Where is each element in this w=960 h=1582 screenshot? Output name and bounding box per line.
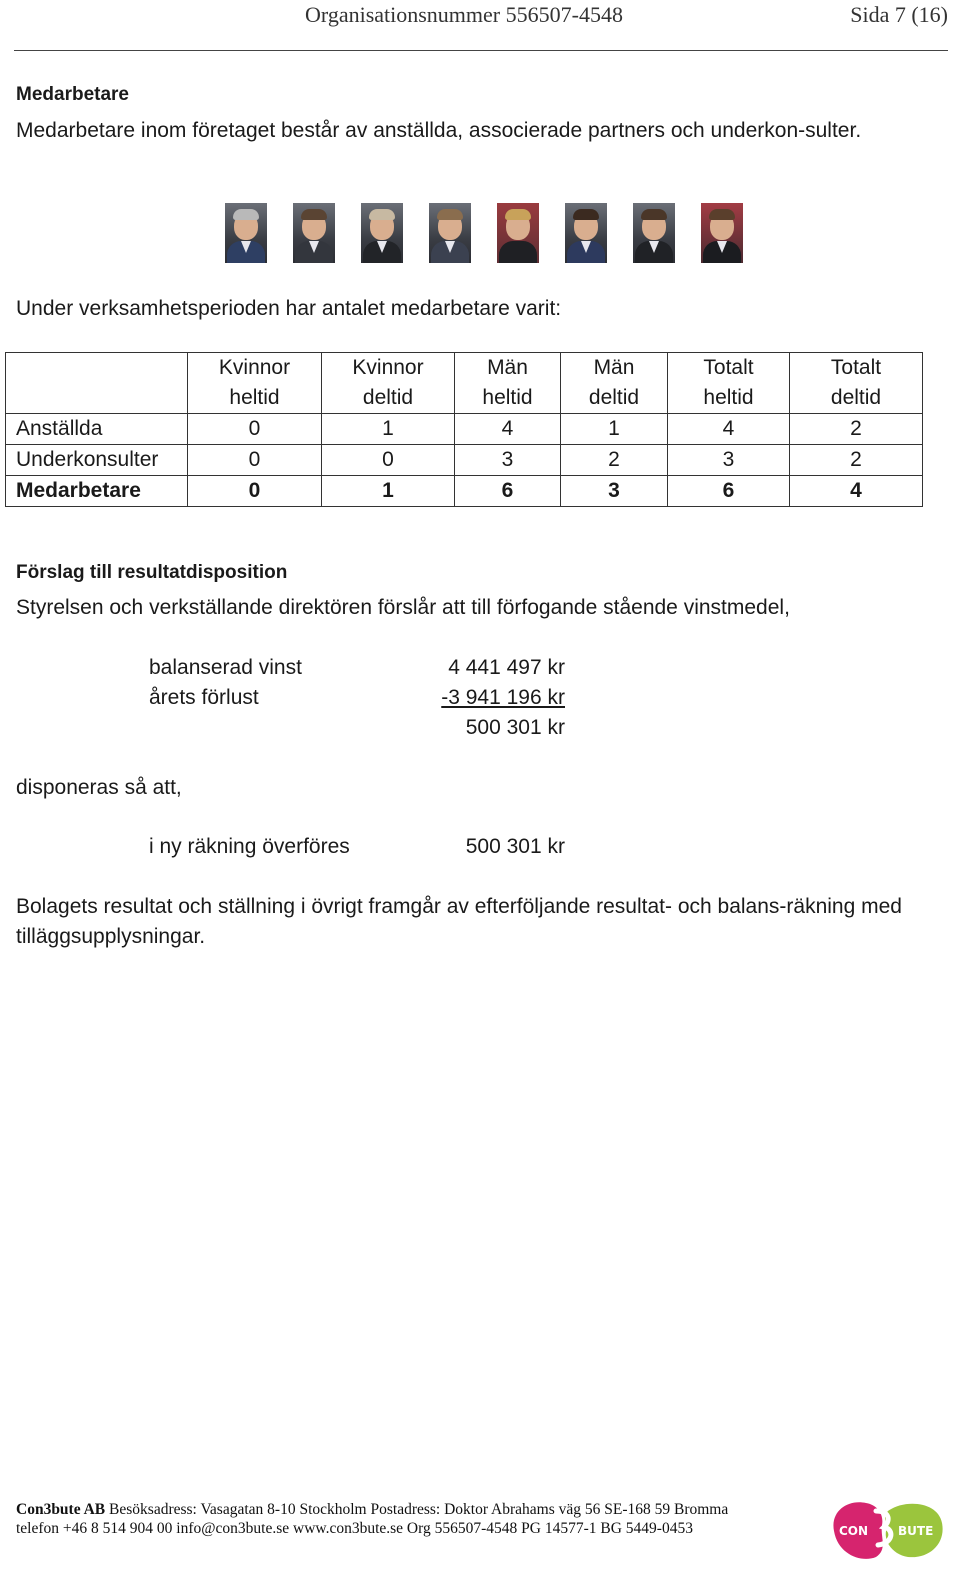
page-number: Sida 7 (16) xyxy=(850,2,948,27)
staff-intro: Under verksamhetsperioden har antalet medarbetare varit: xyxy=(16,297,562,320)
table-corner-cell xyxy=(6,353,188,414)
logo-text-right: BUTE xyxy=(898,1524,934,1538)
item-label: årets förlust xyxy=(149,686,259,709)
item-label: balanserad vinst xyxy=(149,656,302,679)
staff-photo xyxy=(565,203,607,263)
col-header: Totalt heltid xyxy=(668,353,790,414)
section-title-medarbetare: Medarbetare xyxy=(16,84,129,105)
table-cell: 4 xyxy=(790,476,923,507)
table-cell: 3 xyxy=(668,445,790,476)
table-cell: 0 xyxy=(188,445,322,476)
row-label: Underkonsulter xyxy=(6,445,188,476)
staff-photo xyxy=(225,203,267,263)
item-amount: -3 941 196 kr xyxy=(441,686,565,709)
closing-text: Bolagets resultat och ställning i övrigt framgår av efterföljande resultat- och balans-räkning med tilläggsupplysningar. xyxy=(16,895,902,948)
sum-amount: 500 301 kr xyxy=(465,716,565,739)
col-header: Män heltid xyxy=(455,353,561,414)
con3bute-logo xyxy=(826,1497,944,1561)
col-header: Totalt deltid xyxy=(790,353,923,414)
col-header: Män deltid xyxy=(561,353,668,414)
table-cell: 2 xyxy=(561,445,668,476)
dispose-text: disponeras så att, xyxy=(16,776,182,799)
carry-amount: 500 301 kr xyxy=(465,835,565,858)
staff-photo xyxy=(361,203,403,263)
org-number: Organisationsnummer 556507-4548 xyxy=(305,2,623,27)
row-label: Anställda xyxy=(6,414,188,445)
staff-photo xyxy=(497,203,539,263)
table-cell: 1 xyxy=(322,414,455,445)
page-footer xyxy=(16,1500,728,1538)
table-cell: 1 xyxy=(322,476,455,507)
table-cell: 0 xyxy=(322,445,455,476)
carry-label: i ny räkning överföres xyxy=(149,835,350,858)
table-cell: 2 xyxy=(790,445,923,476)
footer-company: Con3bute AB xyxy=(16,1501,106,1518)
staff-photo xyxy=(429,203,471,263)
footer-address: Besöksadress: Vasagatan 8-10 Stockholm Postadress: Doktor Abrahams väg 56 SE-168 59 Bromma xyxy=(109,1501,729,1518)
table-cell: 3 xyxy=(455,445,561,476)
footer-line1 xyxy=(16,1500,728,1519)
table-row xyxy=(6,445,923,476)
table-cell: 6 xyxy=(455,476,561,507)
section-title-resultatdisposition: Förslag till resultatdisposition xyxy=(16,562,288,583)
table-cell: 4 xyxy=(455,414,561,445)
row-label: Medarbetare xyxy=(6,476,188,507)
page-header xyxy=(0,0,960,54)
item-amount: 4 441 497 kr xyxy=(448,656,565,679)
table-cell: 0 xyxy=(188,414,322,445)
table-cell: 3 xyxy=(561,476,668,507)
staff-table xyxy=(5,352,923,507)
table-cell: 2 xyxy=(790,414,923,445)
table-total-row xyxy=(6,476,923,507)
header-rule xyxy=(14,50,948,51)
col-header: Kvinnor heltid xyxy=(188,353,322,414)
table-cell: 4 xyxy=(668,414,790,445)
staff-photo xyxy=(633,203,675,263)
resultatdisposition-intro: Styrelsen och verkställande direktören förslår att till förfogande stående vinstmedel, xyxy=(16,596,790,619)
table-cell: 0 xyxy=(188,476,322,507)
table-cell: 1 xyxy=(561,414,668,445)
medarbetare-description: Medarbetare inom företaget består av anställda, associerade partners och underkon-sulter. xyxy=(16,119,862,142)
staff-photos xyxy=(225,203,743,263)
table-header-row xyxy=(6,353,923,414)
logo-text-left: CON xyxy=(839,1524,869,1538)
staff-photo xyxy=(701,203,743,263)
table-row xyxy=(6,414,923,445)
footer-line2: telefon +46 8 514 904 00 info@con3bute.se www.con3bute.se Org 556507-4548 PG 14577-1 BG 5449-0453 xyxy=(16,1520,693,1537)
col-header: Kvinnor deltid xyxy=(322,353,455,414)
staff-photo xyxy=(293,203,335,263)
table-cell: 6 xyxy=(668,476,790,507)
